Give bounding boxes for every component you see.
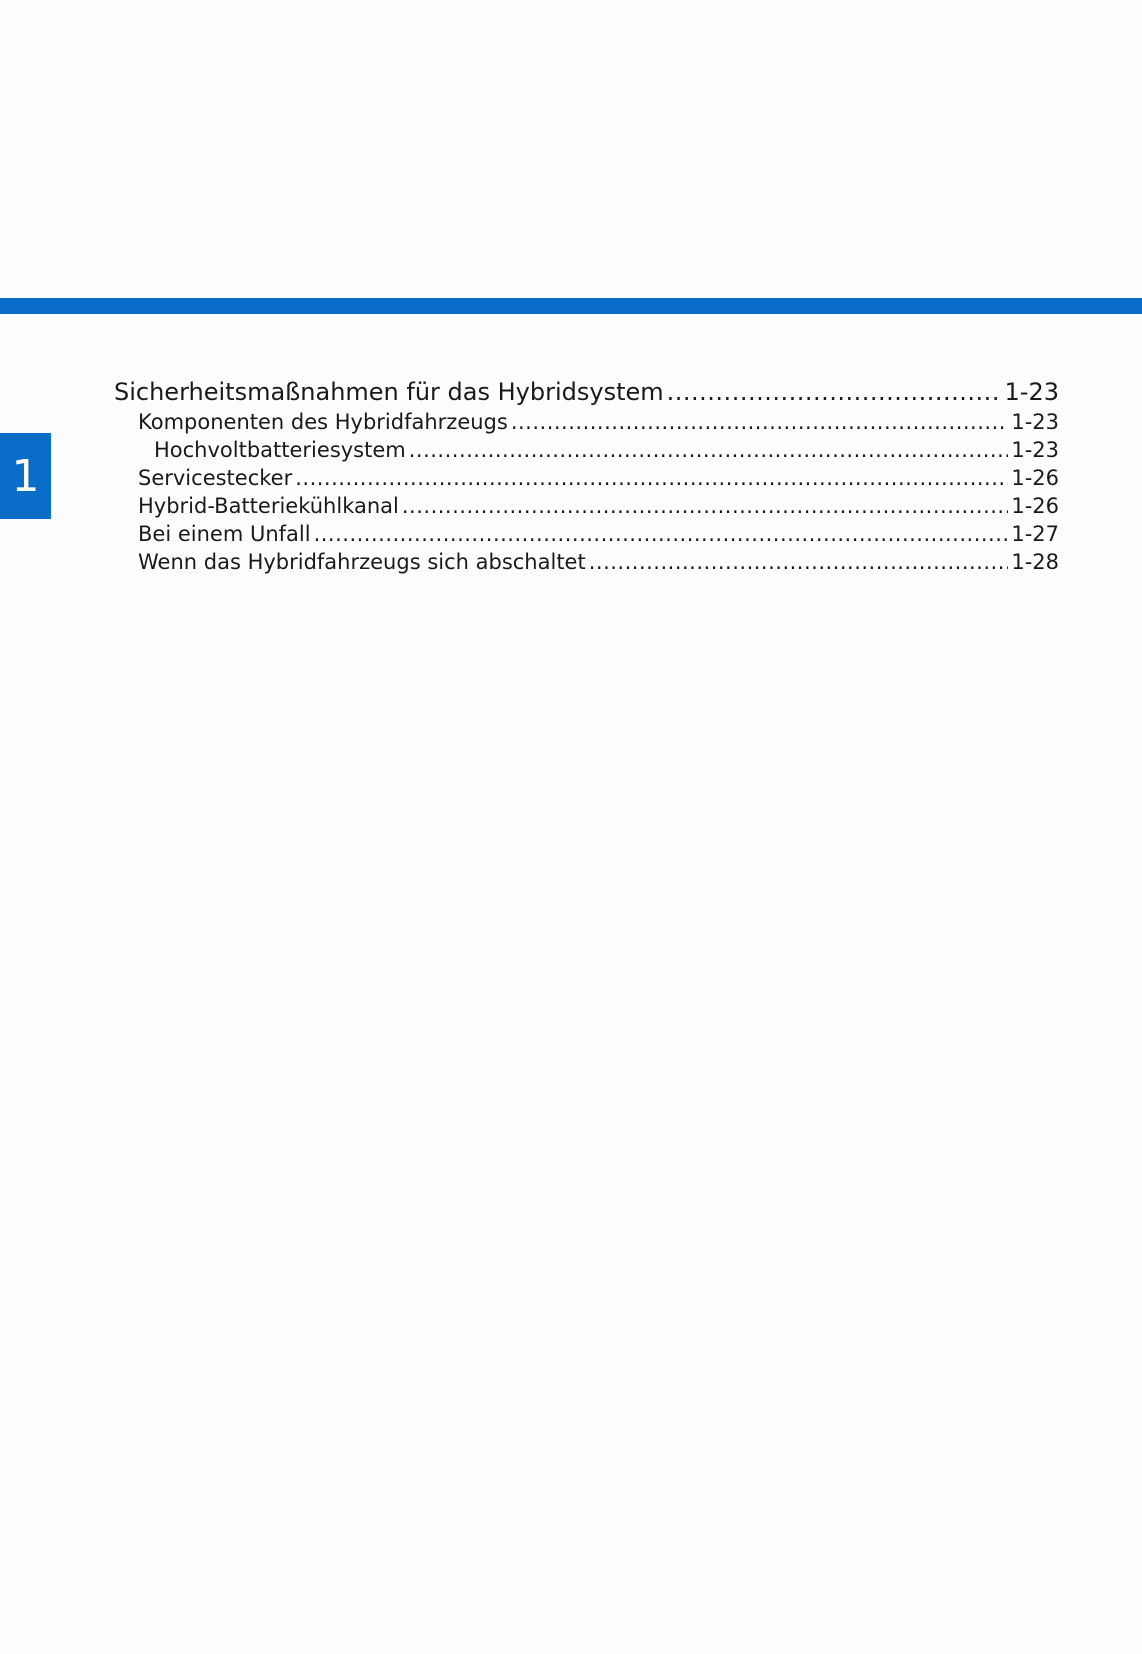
toc-entry[interactable] bbox=[114, 548, 1059, 576]
toc-entry-label: Komponenten des Hybridfahrzeugs bbox=[138, 410, 508, 434]
toc-entry-page: 1-23 bbox=[1004, 378, 1059, 406]
toc-leader-dots bbox=[667, 376, 1002, 408]
toc-entry[interactable] bbox=[114, 376, 1059, 408]
toc-entry-label: Servicestecker bbox=[138, 466, 293, 490]
toc-entry-page: 1-27 bbox=[1011, 522, 1059, 546]
toc-entry-page: 1-26 bbox=[1011, 494, 1059, 518]
toc-entry[interactable] bbox=[114, 464, 1059, 492]
toc-entry[interactable] bbox=[114, 408, 1059, 436]
toc-leader-dots bbox=[402, 492, 1008, 520]
toc-entry-label: Bei einem Unfall bbox=[138, 522, 311, 546]
toc-entry[interactable] bbox=[114, 436, 1059, 464]
toc-entry-page: 1-26 bbox=[1011, 466, 1059, 490]
toc-entry-label: Wenn das Hybridfahrzeugs sich abschaltet bbox=[138, 550, 586, 574]
toc-entry[interactable] bbox=[114, 520, 1059, 548]
toc-entry-label: Hochvoltbatteriesystem bbox=[154, 438, 406, 462]
chapter-number: 1 bbox=[11, 450, 40, 502]
toc-entry-page: 1-23 bbox=[1011, 438, 1059, 462]
header-accent-bar bbox=[0, 298, 1142, 314]
toc-leader-dots bbox=[314, 520, 1009, 548]
toc-entry[interactable] bbox=[114, 492, 1059, 520]
toc-leader-dots bbox=[589, 548, 1009, 576]
toc-entry-page: 1-23 bbox=[1011, 410, 1059, 434]
toc-leader-dots bbox=[295, 464, 1008, 492]
toc-entry-page: 1-28 bbox=[1011, 550, 1059, 574]
table-of-contents bbox=[114, 376, 1059, 576]
chapter-tab bbox=[0, 433, 51, 519]
toc-entry-label: Sicherheitsmaßnahmen für das Hybridsystem bbox=[114, 378, 664, 406]
toc-leader-dots bbox=[511, 408, 1009, 436]
toc-entry-label: Hybrid-Batteriekühlkanal bbox=[138, 494, 399, 518]
toc-leader-dots bbox=[409, 436, 1009, 464]
